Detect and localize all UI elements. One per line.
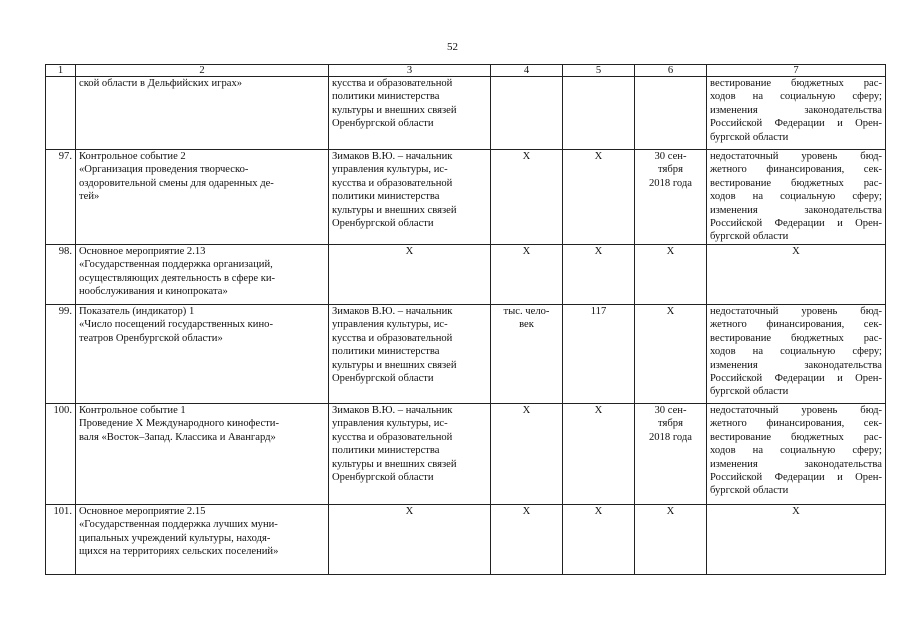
cell-line: Оренбургской области bbox=[332, 472, 434, 484]
unit-cell bbox=[491, 150, 563, 245]
cell-line: 2018 года bbox=[648, 431, 692, 443]
unit-cell bbox=[491, 245, 563, 305]
cell-line: Оренбургской области bbox=[332, 373, 434, 385]
cell-line: «Организация проведения творческо- bbox=[79, 164, 249, 176]
cell-line: Зимаков В.Ю. – начальник bbox=[332, 405, 453, 416]
cell-line: тыс. чело- bbox=[503, 306, 550, 317]
cell-line: кусства и образовательной bbox=[332, 78, 453, 89]
cell-line: Основное мероприятие 2.13 bbox=[79, 246, 206, 257]
row-number-cell: 99. bbox=[46, 305, 76, 404]
event-name-cell bbox=[76, 150, 329, 245]
value-cell bbox=[563, 77, 635, 150]
row-number-cell: 97. bbox=[46, 150, 76, 245]
cell-line: Оренбургской области bbox=[332, 218, 434, 230]
deadline-cell bbox=[635, 77, 707, 150]
cell-line: бургской области bbox=[710, 231, 789, 243]
cell-line: Показатель (индикатор) 1 bbox=[79, 306, 195, 317]
cell-line: Российской Федерации и Орен- bbox=[710, 472, 882, 484]
value-cell: Х bbox=[563, 245, 635, 305]
unit-cell bbox=[491, 404, 563, 505]
cell-line: вестирование бюджетных рас- bbox=[710, 177, 882, 189]
event-name-cell bbox=[76, 77, 329, 150]
cell-line: тября bbox=[658, 164, 683, 176]
risks-cell: Х bbox=[707, 245, 886, 305]
cell-line: изменения законодательства bbox=[710, 458, 882, 470]
cell-line: культуры и внешних связей bbox=[332, 204, 457, 216]
row-number-cell: 98. bbox=[46, 245, 76, 305]
cell-line: Контрольное событие 2 bbox=[79, 151, 186, 162]
cell-line: Проведение Х Международного кинофести- bbox=[79, 418, 279, 430]
cell-line: ходов на социальную сферу; bbox=[710, 445, 882, 457]
cell-line: Контрольное событие 1 bbox=[79, 405, 186, 416]
cell-line: Х bbox=[666, 246, 675, 257]
cell-line: ципальных учреждений культуры, находя- bbox=[79, 532, 271, 544]
cell-line: жетного финансирования, сек- bbox=[710, 319, 882, 331]
cell-line: тей» bbox=[79, 191, 100, 203]
unit-cell bbox=[491, 505, 563, 575]
cell-line: изменения законодательства bbox=[710, 104, 882, 116]
cell-line: нообслуживания и кинопроката» bbox=[79, 286, 228, 298]
cell-line: оздоровительной смены для одаренных де- bbox=[79, 177, 274, 189]
cell-line: осуществляющих деятельность в сфере ки- bbox=[79, 272, 276, 284]
cell-line: Х bbox=[666, 306, 675, 317]
table-row bbox=[46, 150, 886, 245]
cell-line: театров Оренбургской области» bbox=[79, 332, 223, 344]
cell-line: Зимаков В.Ю. – начальник bbox=[332, 151, 453, 162]
cell-line: политики министерства bbox=[332, 91, 440, 103]
deadline-cell bbox=[635, 150, 707, 245]
cell-line: управления культуры, ис- bbox=[332, 418, 448, 430]
cell-line: бургской области bbox=[710, 131, 789, 143]
deadline-cell bbox=[635, 505, 707, 575]
event-name-cell bbox=[76, 305, 329, 404]
table-row bbox=[46, 77, 886, 150]
cell-line: Зимаков В.Ю. – начальник bbox=[332, 306, 453, 317]
cell-line: культуры и внешних связей bbox=[332, 458, 457, 470]
deadline-cell bbox=[635, 245, 707, 305]
responsible-cell: Х bbox=[329, 245, 491, 305]
risks-cell bbox=[707, 305, 886, 404]
table-row bbox=[46, 505, 886, 575]
unit-cell bbox=[491, 77, 563, 150]
responsible-cell bbox=[329, 404, 491, 505]
cell-line: кусства и образовательной bbox=[332, 332, 453, 344]
cell-line: культуры и внешних связей bbox=[332, 104, 457, 116]
cell-line: политики министерства bbox=[332, 346, 440, 358]
cell-line: вестирование бюджетных рас- bbox=[710, 431, 882, 443]
cell-line: недостаточный уровень бюд- bbox=[710, 405, 882, 416]
responsible-cell bbox=[329, 150, 491, 245]
row-number-cell: 100. bbox=[46, 404, 76, 505]
cell-line: 30 сен- bbox=[654, 405, 687, 416]
page-number: 52 bbox=[447, 41, 458, 53]
cell-line: кусства и образовательной bbox=[332, 177, 453, 189]
header-cell: 3 bbox=[329, 65, 491, 77]
cell-line: век bbox=[519, 319, 534, 331]
cell-line: валя «Восток–Запад. Классика и Авангард» bbox=[79, 431, 276, 443]
responsible-cell bbox=[329, 305, 491, 404]
cell-line: бургской области bbox=[710, 485, 789, 497]
header-row bbox=[46, 65, 886, 77]
cell-line: управления культуры, ис- bbox=[332, 319, 448, 331]
cell-line: щихся на территориях сельских поселений» bbox=[79, 546, 279, 558]
event-name-cell bbox=[76, 404, 329, 505]
plan-table bbox=[45, 64, 886, 575]
cell-line: Российской Федерации и Орен- bbox=[710, 218, 882, 230]
cell-line: ходов на социальную сферу; bbox=[710, 91, 882, 103]
header-cell: 7 bbox=[707, 65, 886, 77]
value-cell: Х bbox=[563, 404, 635, 505]
responsible-cell bbox=[329, 77, 491, 150]
risks-cell bbox=[707, 150, 886, 245]
cell-line: тября bbox=[658, 418, 683, 430]
cell-line: культуры и внешних связей bbox=[332, 359, 457, 371]
event-name-cell bbox=[76, 505, 329, 575]
cell-line: Х bbox=[522, 246, 531, 257]
cell-line: политики министерства bbox=[332, 445, 440, 457]
event-name-cell bbox=[76, 245, 329, 305]
cell-line: жетного финансирования, сек- bbox=[710, 418, 882, 430]
cell-line: 2018 года bbox=[648, 177, 692, 189]
responsible-cell: Х bbox=[329, 505, 491, 575]
header-cell: 6 bbox=[635, 65, 707, 77]
cell-line: вестирование бюджетных рас- bbox=[710, 332, 882, 344]
risks-cell bbox=[707, 77, 886, 150]
cell-line: изменения законодательства bbox=[710, 204, 882, 216]
value-cell: Х bbox=[563, 150, 635, 245]
table-row bbox=[46, 305, 886, 404]
cell-line: бургской области bbox=[710, 386, 789, 398]
value-cell: 117 bbox=[563, 305, 635, 404]
cell-line: политики министерства bbox=[332, 191, 440, 203]
header-cell: 4 bbox=[491, 65, 563, 77]
cell-line: управления культуры, ис- bbox=[332, 164, 448, 176]
row-number-cell: 101. bbox=[46, 505, 76, 575]
cell-line: «Государственная поддержка лучших муни- bbox=[79, 519, 278, 531]
header-cell: 5 bbox=[563, 65, 635, 77]
cell-line: Основное мероприятие 2.15 bbox=[79, 506, 206, 517]
table-row bbox=[46, 245, 886, 305]
cell-line: Российской Федерации и Орен- bbox=[710, 373, 882, 385]
cell-line: ходов на социальную сферу; bbox=[710, 346, 882, 358]
deadline-cell bbox=[635, 404, 707, 505]
deadline-cell bbox=[635, 305, 707, 404]
cell-line: недостаточный уровень бюд- bbox=[710, 151, 882, 162]
cell-line: недостаточный уровень бюд- bbox=[710, 306, 882, 317]
cell-line: ходов на социальную сферу; bbox=[710, 191, 882, 203]
cell-line: изменения законодательства bbox=[710, 359, 882, 371]
cell-line: «Государственная поддержка организаций, bbox=[79, 259, 273, 271]
table-row bbox=[46, 404, 886, 505]
row-number-cell bbox=[46, 77, 76, 150]
cell-line: Х bbox=[522, 151, 531, 162]
cell-line: «Число посещений государственных кино- bbox=[79, 319, 273, 331]
cell-line: Х bbox=[666, 506, 675, 517]
cell-line: Х bbox=[522, 405, 531, 416]
cell-line: Российской Федерации и Орен- bbox=[710, 118, 882, 130]
risks-cell: Х bbox=[707, 505, 886, 575]
cell-line: кусства и образовательной bbox=[332, 431, 453, 443]
cell-line: 30 сен- bbox=[654, 151, 687, 162]
cell-line: ской области в Дельфийских играх» bbox=[79, 78, 243, 89]
unit-cell bbox=[491, 305, 563, 404]
header-cell: 2 bbox=[76, 65, 329, 77]
cell-line: жетного финансирования, сек- bbox=[710, 164, 882, 176]
cell-line: Х bbox=[522, 506, 531, 517]
header-cell: 1 bbox=[46, 65, 76, 77]
risks-cell bbox=[707, 404, 886, 505]
cell-line: вестирование бюджетных рас- bbox=[710, 78, 882, 89]
value-cell: Х bbox=[563, 505, 635, 575]
cell-line: Оренбургской области bbox=[332, 118, 434, 130]
